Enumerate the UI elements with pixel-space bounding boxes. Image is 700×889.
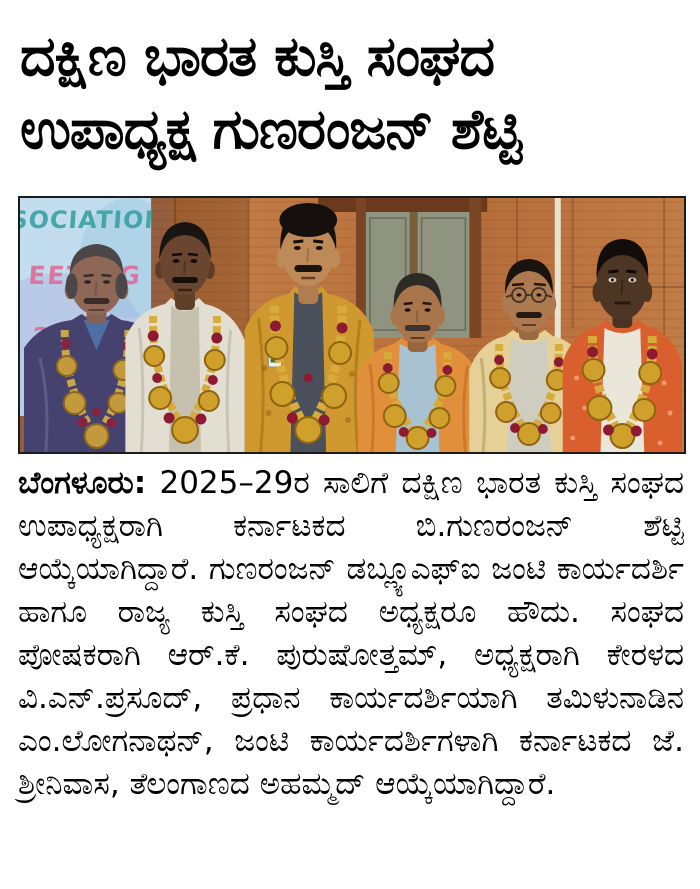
body-text: 2025–29ರ ಸಾಲಿಗೆ ದಕ್ಷಿಣ ಭಾರತ ಕುಸ್ತಿ ಸಂಘದ ಉಪಾಧ್ಯಕ್ಷರಾಗಿ ಕರ್ನಾಟಕದ ಬಿ.ಗುಣರಂಜನ್ ಶೆಟ್ಟಿ ಆಯ್ಕೆಯಾಗಿದ್ದಾರೆ. ಗುಣರಂಜನ್ ಡಬ್ಲ್ಯೂಎಫ್‌ಐ ಜಂಟಿ ಕಾರ್ಯದರ್ಶಿ ಹಾಗೂ ರಾಜ್ಯ ಕುಸ್ತಿ ಸಂಘದ ಅಧ್ಯಕ್ಷರೂ ಹೌದು. ಸಂಘದ ಪೋಷಕರಾಗಿ ಆರ್.ಕೆ. ಪುರುಷೋತ್ತಮ್, ಅಧ್ಯಕ್ಷರಾಗಿ ಕೇರಳದ ವಿ.ಎನ್.ಪ್ರಸೂದ್, ಪ್ರಧಾನ ಕಾರ್ಯದರ್ಶಿಯಾಗಿ ತಮಿಳುನಾಡಿನ ಎಂ.ಲೋಗನಾಥನ್, ಜಂಟಿ ಕಾರ್ಯದರ್ಶಿಗಳಾಗಿ ಕರ್ನಾಟಕದ ಜೆ. ಶ್ರೀನಿವಾಸ, ತೆಲಂಗಾಣದ ಅಹಮ್ಮದ್ ಆಯ್ಕೆಯಾಗಿದ್ದಾರೆ. bbox=[18, 465, 684, 802]
dateline: ಬೆಂಗಳೂರು: bbox=[18, 465, 147, 501]
headline-line-2: ಉಪಾಧ್ಯಕ್ಷ ಗುಣರಂಜನ್ ಶೆಟ್ಟಿ bbox=[20, 97, 522, 162]
photo-illustration bbox=[20, 198, 684, 452]
article-body bbox=[18, 462, 684, 806]
headline-line-1: ದಕ್ಷಿಣ ಭಾರತ ಕುಸ್ತಿ ಸಂಘದ bbox=[20, 24, 494, 88]
news-photo bbox=[18, 196, 686, 454]
article-headline bbox=[20, 20, 680, 166]
